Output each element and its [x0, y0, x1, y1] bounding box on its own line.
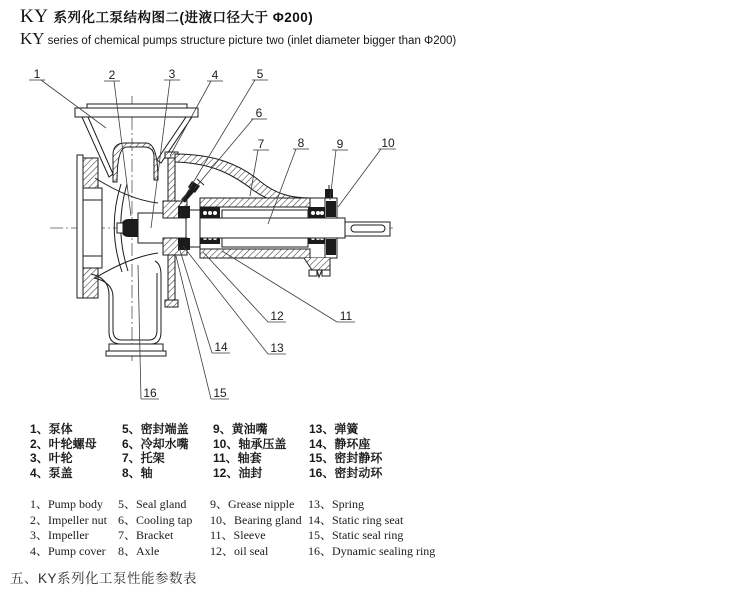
callout-16: 16 — [143, 386, 157, 400]
discharge-flange-hatch-top — [83, 158, 98, 188]
callout-11: 11 — [339, 309, 353, 323]
impeller-nut — [121, 219, 138, 237]
callout-4: 4 — [211, 68, 219, 82]
parts-list-zh — [30, 422, 382, 480]
part-item-zh: 12、油封 — [213, 465, 263, 480]
part-item-zh: 9、黄油嘴 — [213, 422, 268, 436]
part-item-en: 4、Pump cover — [30, 543, 106, 558]
part-item-en: 13、Spring — [308, 497, 365, 511]
part-item-en: 5、Seal gland — [118, 497, 187, 511]
callout-1: 1 — [33, 67, 41, 81]
callout-14: 14 — [214, 340, 228, 354]
part-item-en: 6、Cooling tap — [118, 512, 193, 527]
part-item-en: 15、Static seal ring — [308, 528, 404, 542]
part-item-zh: 7、托架 — [122, 451, 165, 466]
page-subtitle-en: series of chemical pumps structure picture two (inlet diameter bigger than Φ200) — [47, 35, 457, 47]
housing-hatch-top — [200, 198, 310, 207]
discharge-flange-hatch-bottom — [83, 268, 98, 298]
callout-2: 2 — [108, 68, 116, 82]
callout-13: 13 — [270, 341, 284, 355]
callout-5: 5 — [256, 67, 264, 81]
part-item-zh: 1、泵体 — [30, 422, 73, 436]
callout-15: 15 — [213, 386, 227, 400]
part-item-en: 14、Static ring seat — [308, 512, 404, 527]
callout-7: 7 — [257, 137, 265, 151]
callout-9: 9 — [336, 137, 344, 151]
grease-nipple — [325, 189, 333, 198]
part-item-en: 2、Impeller nut — [30, 512, 107, 527]
part-item-zh: 6、冷却水嘴 — [122, 436, 189, 451]
brand-mark-en: KY — [20, 29, 45, 48]
pump-structure-diagram — [25, 60, 485, 420]
callout-10: 10 — [381, 136, 395, 150]
section-heading: 五、KY系列化工泵性能参数表 — [10, 571, 198, 586]
part-item-en: 10、Bearing gland — [210, 512, 302, 527]
casing-foot — [109, 344, 163, 351]
callout-8: 8 — [297, 136, 305, 150]
part-item-en: 3、Impeller — [30, 528, 89, 542]
part-item-zh: 8、轴 — [122, 465, 153, 480]
seal-ring-bottom — [178, 238, 190, 250]
discharge-flange-face — [77, 155, 83, 298]
part-item-en: 11、Sleeve — [210, 528, 266, 542]
part-item-zh: 10、轴承压盖 — [213, 436, 287, 451]
casing-foot-base — [106, 351, 166, 356]
housing-hatch-bottom — [200, 249, 310, 258]
part-item-en: 8、Axle — [118, 543, 160, 558]
part-item-zh: 11、轴套 — [213, 451, 262, 466]
callout-3: 3 — [168, 67, 176, 81]
seal-ring-top — [178, 206, 190, 218]
page-title — [20, 6, 456, 28]
suction-flange — [75, 108, 198, 117]
part-item-en: 1、Pump body — [30, 497, 104, 511]
page-title-zh: 系列化工泵结构图二(进液口径大于 Φ200) — [53, 10, 314, 25]
lower-casing-outer — [91, 261, 161, 344]
parts-list-en — [30, 497, 435, 559]
part-item-zh: 15、密封静环 — [309, 451, 383, 466]
part-item-zh: 5、密封端盖 — [122, 422, 189, 436]
part-item-en: 12、oil seal — [210, 543, 269, 558]
callout-6: 6 — [255, 106, 263, 120]
bracket-foot — [304, 258, 330, 270]
part-item-en: 9、Grease nipple — [210, 497, 295, 511]
part-item-en: 7、Bracket — [118, 528, 174, 542]
title-block — [20, 6, 456, 49]
part-item-zh: 16、密封动环 — [309, 465, 383, 480]
part-item-zh: 14、静环座 — [309, 436, 371, 451]
page-subtitle — [20, 29, 456, 49]
impeller-eye-dome — [113, 143, 158, 182]
part-item-zh: 4、泵盖 — [30, 465, 73, 480]
callout-12: 12 — [270, 309, 284, 323]
part-item-en: 16、Dynamic sealing ring — [308, 543, 436, 558]
part-item-zh: 3、叶轮 — [30, 451, 73, 466]
lower-casing-inner — [94, 273, 157, 340]
part-item-zh: 2、叶轮螺母 — [30, 436, 97, 451]
brand-mark: KY — [20, 6, 49, 27]
suction-flange-plate — [87, 104, 187, 108]
part-item-zh: 13、弹簧 — [309, 422, 359, 436]
shaft-extension — [345, 222, 390, 236]
